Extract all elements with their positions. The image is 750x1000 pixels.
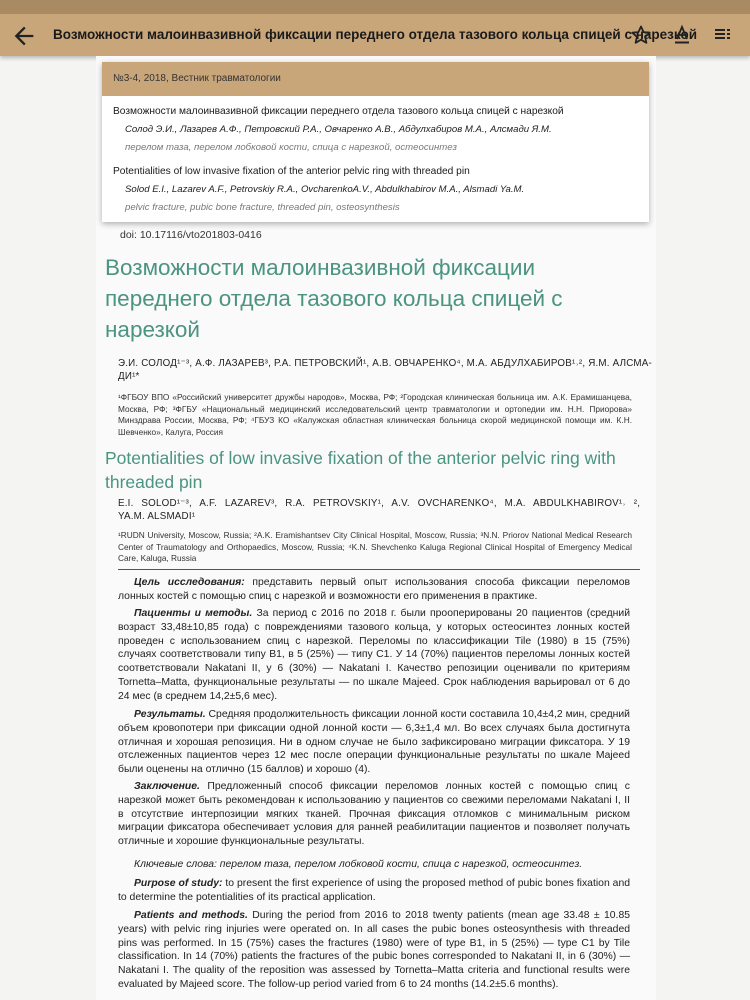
journal-issue: №3-4, 2018, Вестник травматологии [102, 62, 649, 96]
pm-label: Patients and methods. [134, 910, 248, 921]
app-bar [0, 0, 750, 56]
authors-ru-line1: Э.И. СОЛОД¹⁻³, А.Ф. ЛАЗАРЕВ³, Р.А. ПЕТРОВСКИЙ¹, А.В. ОВЧАРЕНКО⁴, М.А. АБДУЛХАБИРОВ¹˒², Я.М. АЛСМА- [118, 358, 652, 369]
conclusion-text: Предложенный способ фиксации переломов лонных костей с помощью спиц с нарезкой может быть рекомендован к использованию у пациентов со свежими переломами Nakatani I, II в отсутствие интерпозиции мягких тканей. Прочная фиксация отломков с минимальным риском миграции фиксатора обеспечивает условия для ранней реабилитации пациентов и позволяет получать отличные и хорошие функциональные результаты. [118, 781, 630, 848]
pm-text: During the period from 2016 to 2018 twenty patients (mean age 33.48 ± 10.85 years) with pelvic ring injuries were operated on. In all cases the pubic bones osteosynthesis with threaded pins was performed. In 15 (75%) cases the fractures (1980) were of type B1, in 5 (25%) — type C1 by Tile classification. In 14 (70%) patients the fractures of the pubic bones corresponded to Nakatani II, in 6 (30%) — Nakatani I. The quality of the reposition was assessed by Tornetta–Matta criteria and functional results were evaluated by Majeed score. The follow-up period varied from 6 to 24 months (14.2±5.6 months). [118, 910, 631, 990]
back-arrow-icon[interactable] [10, 22, 38, 50]
article-title-ru: Возможности малоинвазивной фиксации переднего отдела тазового кольца спицей с нарезкой [105, 255, 563, 342]
abstract-purpose-en [118, 877, 630, 905]
conclusion-label: Заключение. [134, 781, 200, 792]
results-label: Результаты. [134, 709, 206, 720]
popup-keywords-en: pelvic fracture, pubic bone fracture, threaded pin, osteosynthesis [125, 202, 400, 213]
app-bar-title: Возможности малоинвазивной фиксации переднего отдела тазового кольца спицей с нарезкой [53, 27, 697, 42]
popup-authors-en: Solod E.I., Lazarev A.F., Petrovskiy R.A., OvcharenkoA.V., Abdulkhabirov M.A., Alsmadi Ya.M. [125, 184, 525, 195]
popup-title-ru[interactable]: Возможности малоинвазивной фиксации переднего отдела тазового кольца спицей с нарезкой [113, 106, 564, 117]
results-text: Средняя продолжительность фиксации лонной кости составила 10,4±4,2 мин, средний объем кровопотери при фиксации одной лонной кости — 6,3±1,4 мл. Во всех случаях была достигнута отличная и хорошая репозиция. Ни в одном случае не было зафиксировано миграции фиксатора. У 19 отслеженных пациентов через 12 мес после операции функциональные результаты по шкале Majeed были оценены на отлично (15 баллов) и хорошо (4). [118, 709, 630, 776]
doi[interactable]: doi: 10.17116/vto201803-0416 [120, 229, 262, 241]
affiliations-en: ¹RUDN University, Moscow, Russia; ²A.K. Eramishantsev City Clinical Hospital, Moscow, Russia; ³N.N. Priorov National Medical Research Center of Traumatology and Orthopaedics, Moscow, Russia; ⁴K.N. Shevchenko Kaluga Regional Clinical Hospital of Emergency Medical Care, Kaluga, Russia [118, 530, 632, 564]
article-info-popup [102, 62, 649, 222]
methods-text: За период с 2016 по 2018 г. были прооперированы 20 пациентов (средний возраст 33,48±10,85 года) с повреждениями тазового кольца, у которых остеосинтез лонных костей проведен с использованием спиц с нарезкой. Переломы по классификации Tile (1980) в 15 (75%) случаях соответствовали типу B1, в 5 (25%) — типу C1. У 14 (70%) пациентов переломы лонных костей соответствовали Nakatani II, у 6 (30%) — Nakatani I. Качество репозиции оценивали по критериям Tornetta–Matta, функциональные результаты — по шкале Majeed. Срок наблюдения варьировал от 6 до 24 мес (в среднем 14,2±5,6 мес). [118, 608, 631, 702]
affiliations-ru: ¹ФГБОУ ВПО «Российский университет дружбы народов», Москва, РФ; ²Городская клиническая больница им. А.К. Ерамишанцева, Москва, РФ; ³ФГБУ «Национальный медицинский исследовательский центр травматологии и ортопедии им. Н.Н. Приорова» Минздрава России, Москва, РФ; ⁴ГБУЗ КО «Калужская областная клиническая больница скорой медицинской помощи им. К.Н. Шевченко», Калуга, Россия [118, 392, 632, 437]
popup-title-en[interactable]: Potentialities of low invasive fixation of the anterior pelvic ring with threaded pin [113, 166, 470, 177]
authors-ru-line2: ДИ¹* [118, 371, 140, 382]
abstract-conclusion [118, 780, 630, 849]
text-format-icon[interactable] [670, 23, 694, 47]
purpose-label: Purpose of study: [134, 878, 223, 889]
authors-ru [118, 358, 652, 382]
divider [118, 569, 640, 570]
abstract-methods [118, 607, 630, 704]
popup-authors-ru: Солод Э.И., Лазарев А.Ф., Петровский Р.А., Овчаренко А.В., Абдулхабиров М.А., Алсмади Я.М. [125, 124, 552, 135]
popup-keywords-ru: перелом таза, перелом лобковой кости, спица с нарезкой, остеосинтез [125, 142, 457, 153]
methods-label: Пациенты и методы. [134, 608, 253, 619]
star-icon[interactable] [629, 23, 653, 47]
abstract-results [118, 708, 630, 777]
keywords-ru: Ключевые слова: перелом таза, перелом лобковой кости, спица с нарезкой, остеосинтез. [134, 859, 583, 870]
aim-text: представить первый опыт использования способа фиксации переломов лонных костей с помощью спиц с нарезкой и возможности его применения в практике. [118, 577, 630, 602]
status-bar [0, 0, 750, 14]
abstract-methods-en [118, 909, 630, 992]
article-title-en: Potentialities of low invasive fixation of the anterior pelvic ring with threaded pin [105, 448, 616, 492]
aim-label: Цель исследования: [134, 577, 245, 588]
authors-en-line1: E.I. SOLOD¹⁻³, A.F. LAZAREV³, R.A. PETROVSKIY¹, A.V. OVCHARENKO⁴, M.A. ABDULKHABIROV¹˒ ², [118, 498, 641, 509]
authors-en-line2: YA.M. ALSMADI¹ [118, 511, 196, 522]
authors-en [118, 498, 641, 522]
table-of-contents-icon[interactable] [711, 23, 735, 47]
abstract-aim [118, 576, 630, 604]
purpose-text: to present the first experience of using the proposed method of pubic bones fixation and to determine the potentialities of its practical application. [118, 878, 630, 903]
